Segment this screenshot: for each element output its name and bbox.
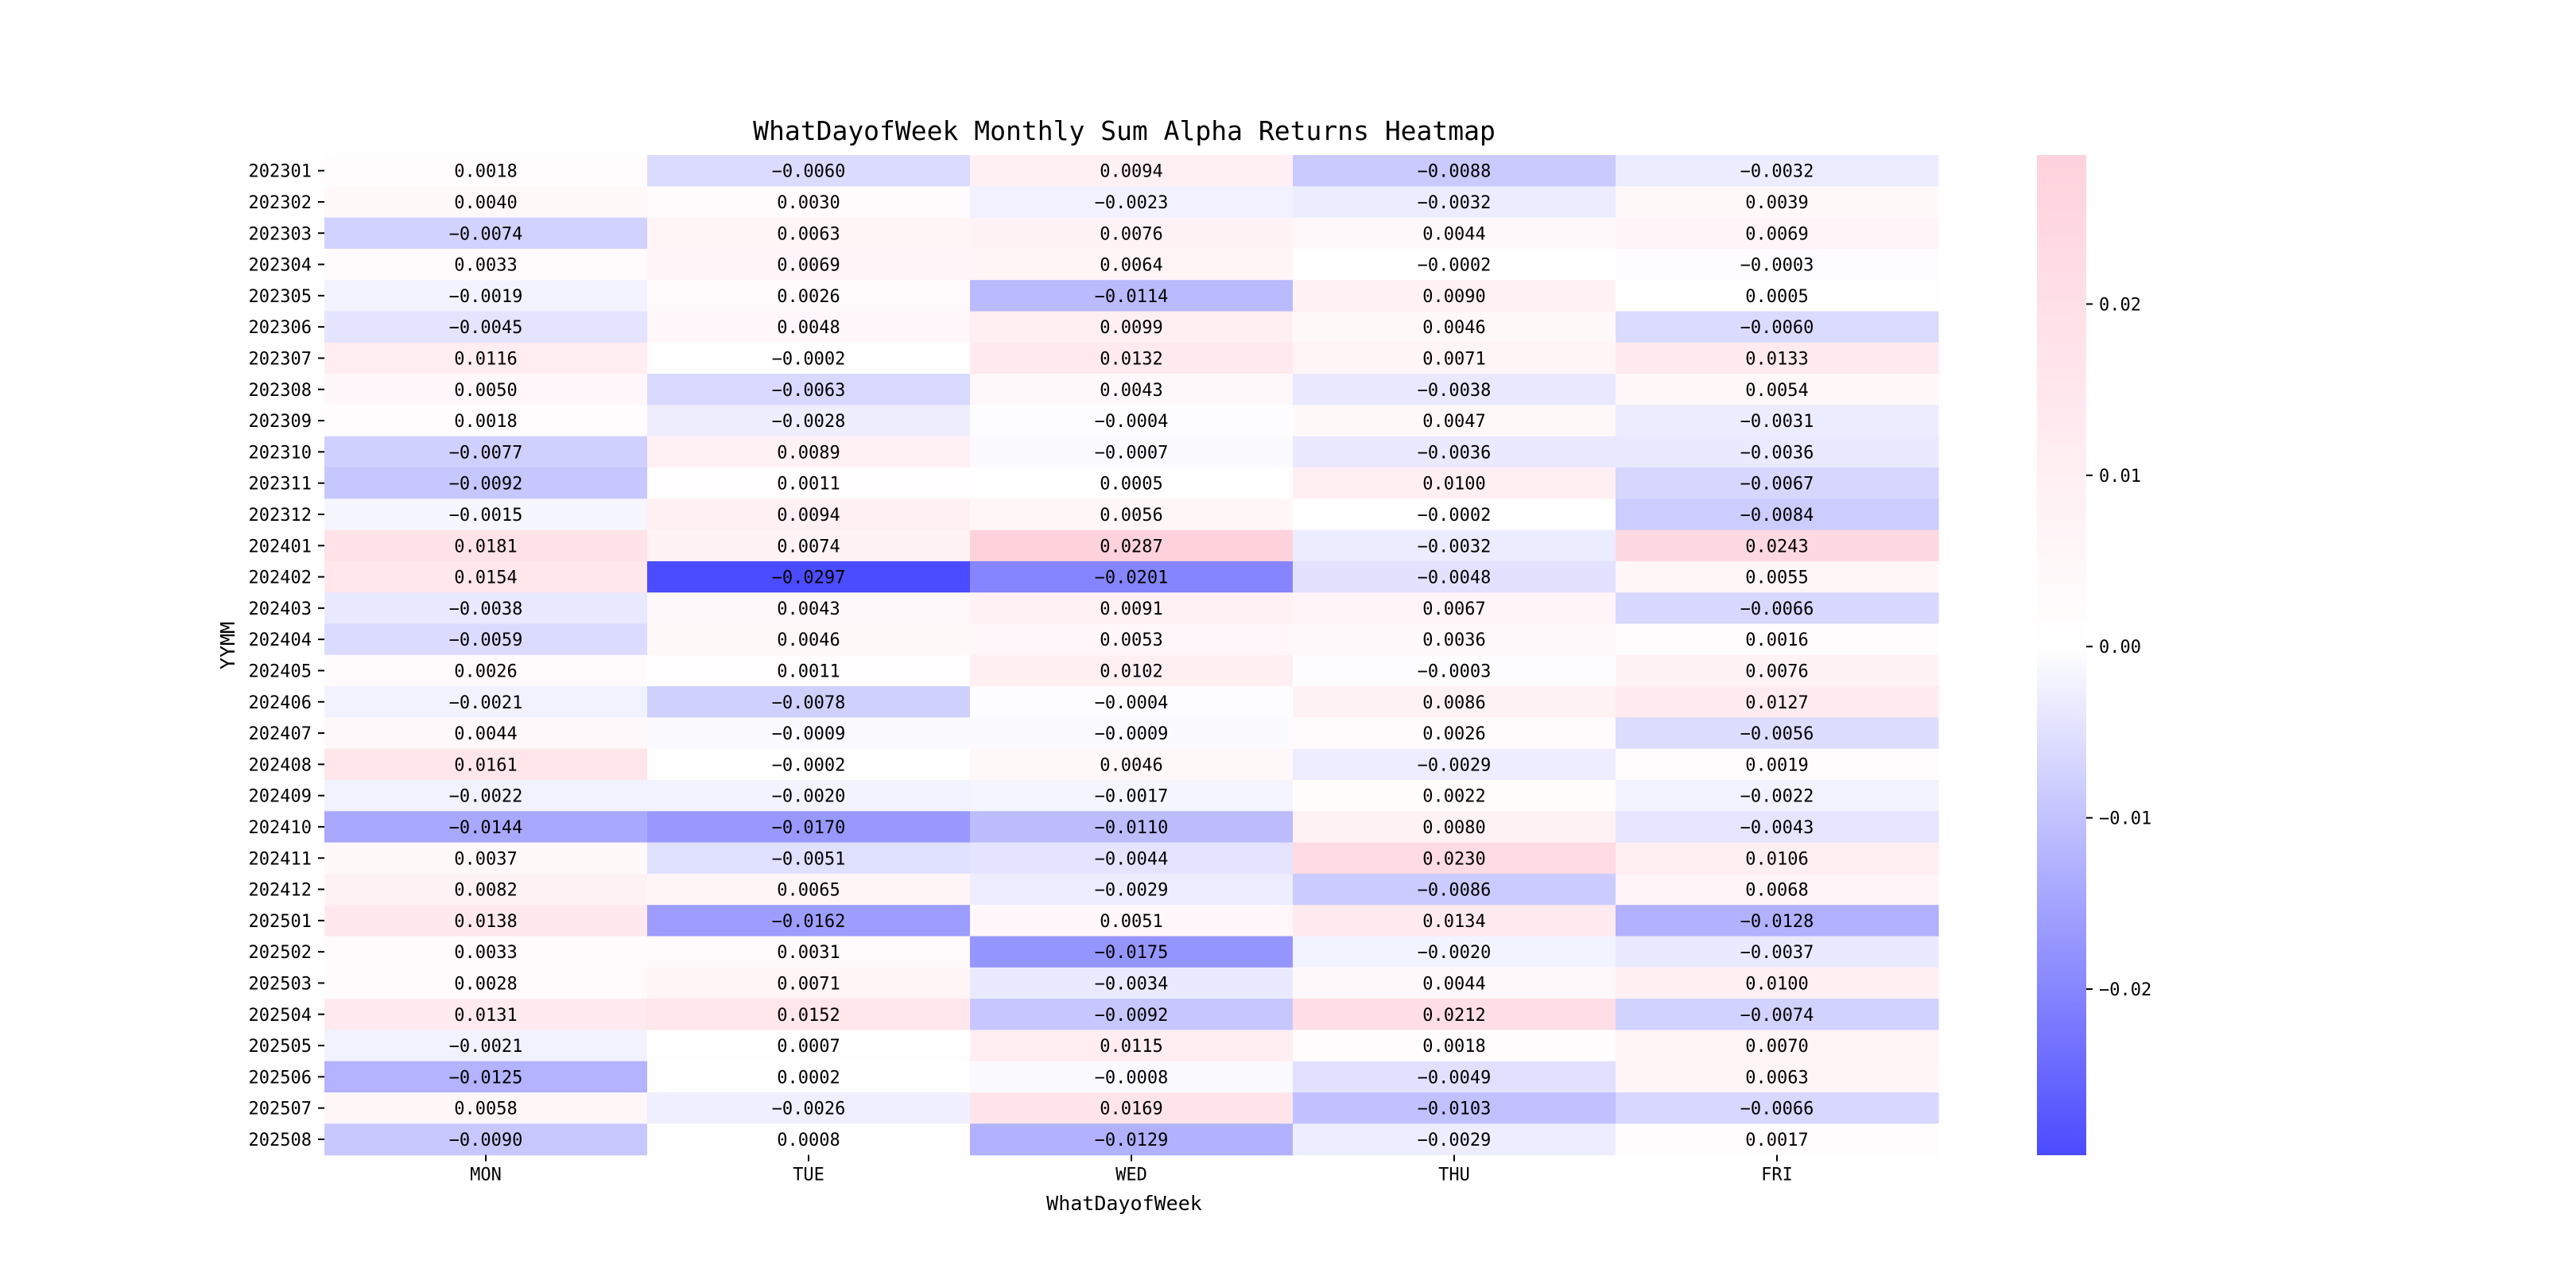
y-tick-label: 202304	[248, 255, 312, 276]
y-axis	[249, 162, 324, 1150]
cell-value-label: −0.0020	[1417, 943, 1492, 964]
cell-value-label: 0.0115	[1100, 1037, 1163, 1057]
y-tick-label: 202302	[248, 192, 312, 213]
cell-value-label: 0.0091	[1100, 599, 1163, 619]
cell-value-label: −0.0032	[1417, 537, 1492, 557]
y-tick-label: 202410	[248, 817, 312, 838]
cell-value-label: 0.0007	[777, 1037, 840, 1057]
colorbar	[2037, 155, 2151, 1155]
cell-value-label: 0.0094	[1100, 161, 1163, 182]
cell-value-label: −0.0004	[1094, 692, 1169, 713]
cell-value-label: −0.0003	[1740, 255, 1814, 276]
y-tick-label: 202503	[248, 974, 312, 995]
cell-value-label: 0.0230	[1422, 849, 1486, 870]
y-tick-label: 202401	[248, 537, 312, 557]
y-tick-label: 202504	[248, 1005, 312, 1026]
cell-value-label: 0.0005	[1745, 286, 1809, 307]
cell-value-label: 0.0046	[1100, 755, 1163, 776]
cell-value-label: 0.0044	[454, 724, 518, 745]
cell-value-label: −0.0015	[448, 505, 523, 526]
cell-value-label: 0.0050	[454, 380, 518, 401]
cell-value-label: 0.0033	[454, 943, 518, 964]
cell-value-label: 0.0152	[777, 1005, 840, 1026]
y-tick-label: 202309	[248, 412, 312, 433]
cell-value-label: 0.0134	[1422, 911, 1486, 932]
cell-value-label: −0.0002	[1417, 505, 1492, 526]
cell-value-label: −0.0009	[1094, 724, 1169, 745]
cell-value-label: 0.0033	[454, 255, 518, 276]
cell-value-label: −0.0048	[1417, 568, 1492, 588]
cell-value-label: 0.0090	[1422, 286, 1486, 307]
x-tick-label: FRI	[1761, 1165, 1793, 1185]
cell-value-label: 0.0043	[777, 599, 840, 619]
cell-value-label: 0.0068	[1745, 880, 1809, 901]
cell-value-label: 0.0069	[1745, 224, 1809, 245]
cell-value-label: 0.0094	[777, 505, 840, 526]
cell-value-label: −0.0077	[448, 443, 523, 464]
cell-value-label: 0.0036	[1422, 630, 1486, 651]
cell-value-label: −0.0026	[771, 1099, 846, 1119]
cell-value-label: 0.0154	[454, 568, 518, 588]
y-axis-label: YYMM	[216, 621, 239, 670]
cell-value-label: −0.0037	[1740, 943, 1814, 964]
cell-value-label: 0.0031	[777, 943, 840, 964]
cell-value-label: 0.0063	[777, 224, 840, 245]
cell-value-label: −0.0021	[448, 1037, 523, 1057]
cell-value-label: 0.0030	[777, 192, 840, 213]
cell-value-label: 0.0044	[1422, 224, 1486, 245]
cell-value-label: 0.0133	[1745, 349, 1809, 370]
cell-value-label: 0.0080	[1422, 817, 1486, 838]
y-tick-label: 202412	[248, 880, 312, 901]
cell-value-label: −0.0051	[771, 849, 846, 870]
cell-value-label: 0.0138	[454, 911, 518, 932]
cell-value-label: 0.0069	[777, 255, 840, 276]
y-tick-label: 202403	[248, 599, 312, 619]
cell-value-label: −0.0060	[771, 161, 846, 182]
cell-value-label: 0.0026	[1422, 724, 1486, 745]
cell-value-label: −0.0049	[1417, 1068, 1492, 1088]
cell-value-label: 0.0046	[777, 630, 840, 651]
cell-value-label: −0.0063	[771, 380, 846, 401]
cell-value-label: 0.0043	[1100, 380, 1163, 401]
cell-value-label: −0.0090	[448, 1130, 523, 1150]
cell-value-label: 0.0076	[1100, 224, 1163, 245]
colorbar-tick-label: 0.01	[2099, 466, 2141, 487]
cell-value-label: 0.0047	[1422, 412, 1486, 433]
y-tick-label: 202507	[248, 1099, 312, 1119]
cell-value-label: −0.0017	[1094, 786, 1169, 807]
cell-value-label: −0.0028	[771, 412, 846, 433]
cell-value-label: 0.0074	[777, 537, 840, 557]
cell-value-label: 0.0169	[1100, 1099, 1163, 1119]
cell-value-label: 0.0132	[1100, 349, 1163, 370]
cell-value-label: 0.0056	[1100, 505, 1163, 526]
cell-value-label: −0.0103	[1417, 1099, 1492, 1119]
y-tick-label: 202508	[248, 1130, 312, 1150]
cell-value-label: 0.0046	[1422, 318, 1486, 339]
y-tick-label: 202306	[248, 318, 312, 339]
cell-value-label: −0.0029	[1094, 880, 1169, 901]
cell-value-label: −0.0074	[1740, 1005, 1814, 1026]
cell-value-label: 0.0116	[454, 349, 518, 370]
cell-value-label: 0.0053	[1100, 630, 1163, 651]
cell-value-label: −0.0092	[448, 474, 523, 495]
cell-value-label: 0.0016	[1745, 630, 1809, 651]
cell-value-label: −0.0114	[1094, 286, 1169, 307]
cell-value-label: −0.0129	[1094, 1130, 1169, 1150]
x-tick-label: THU	[1438, 1165, 1470, 1185]
colorbar-tick-label: −0.01	[2099, 809, 2152, 829]
y-tick-label: 202402	[248, 568, 312, 588]
cell-value-label: −0.0002	[771, 349, 846, 370]
x-axis	[470, 1155, 1793, 1185]
cell-value-label: 0.0039	[1745, 192, 1809, 213]
y-tick-label: 202308	[248, 380, 312, 401]
cell-value-label: 0.0086	[1422, 692, 1486, 713]
cell-value-label: −0.0032	[1417, 192, 1492, 213]
y-tick-label: 202501	[248, 911, 312, 932]
cell-value-label: 0.0106	[1745, 849, 1809, 870]
cell-value-label: 0.0055	[1745, 568, 1809, 588]
y-tick-label: 202310	[248, 443, 312, 464]
cell-value-label: −0.0022	[448, 786, 523, 807]
y-tick-label: 202411	[248, 849, 312, 870]
colorbar-ticks	[2086, 295, 2151, 1000]
cell-value-label: −0.0019	[448, 286, 523, 307]
cell-value-label: −0.0086	[1417, 880, 1492, 901]
cell-value-label: 0.0044	[1422, 974, 1486, 995]
cell-value-label: 0.0067	[1422, 599, 1486, 619]
cell-value-label: −0.0023	[1094, 192, 1169, 213]
cell-value-label: −0.0004	[1094, 412, 1169, 433]
cell-value-label: −0.0084	[1740, 505, 1814, 526]
cell-value-label: −0.0144	[448, 817, 523, 838]
y-tick-label: 202502	[248, 943, 312, 964]
colorbar-tick-label: 0.00	[2099, 638, 2141, 658]
cell-value-label: 0.0063	[1745, 1068, 1809, 1088]
cell-value-label: 0.0054	[1745, 380, 1809, 401]
cell-value-label: 0.0070	[1745, 1037, 1809, 1057]
cell-value-label: −0.0045	[448, 318, 523, 339]
cell-value-label: −0.0021	[448, 692, 523, 713]
cell-value-label: −0.0008	[1094, 1068, 1169, 1088]
cell-value-label: 0.0017	[1745, 1130, 1809, 1150]
cell-value-label: −0.0078	[771, 692, 846, 713]
y-tick-label: 202307	[248, 349, 312, 370]
cell-value-label: 0.0089	[777, 443, 840, 464]
cell-value-label: −0.0002	[771, 755, 846, 776]
cell-value-label: 0.0161	[454, 755, 518, 776]
cell-value-label: 0.0022	[1422, 786, 1486, 807]
cell-value-label: −0.0088	[1417, 161, 1492, 182]
chart-title: WhatDayofWeek Monthly Sum Alpha Returns Heatmap	[753, 115, 1496, 146]
cell-value-label: 0.0065	[777, 880, 840, 901]
cell-value-label: −0.0003	[1417, 661, 1492, 682]
cell-value-label: 0.0082	[454, 880, 518, 901]
cell-value-label: 0.0076	[1745, 661, 1809, 682]
cell-value-label: −0.0002	[1417, 255, 1492, 276]
cell-value-label: −0.0043	[1740, 817, 1814, 838]
cell-value-label: −0.0170	[771, 817, 846, 838]
cell-value-label: −0.0060	[1740, 318, 1814, 339]
cell-value-label: 0.0026	[777, 286, 840, 307]
cell-value-label: 0.0071	[1422, 349, 1486, 370]
cell-value-label: 0.0058	[454, 1099, 518, 1119]
cell-value-label: 0.0051	[1100, 911, 1163, 932]
cell-value-label: −0.0066	[1740, 1099, 1814, 1119]
cell-value-label: −0.0110	[1094, 817, 1169, 838]
cell-value-label: −0.0036	[1740, 443, 1814, 464]
cell-value-label: −0.0175	[1094, 943, 1169, 964]
cell-value-label: −0.0007	[1094, 443, 1169, 464]
y-tick-label: 202408	[248, 755, 312, 776]
cell-value-label: 0.0243	[1745, 537, 1809, 557]
cell-value-label: 0.0018	[1422, 1037, 1486, 1057]
cell-value-label: 0.0028	[454, 974, 518, 995]
cell-value-label: −0.0092	[1094, 1005, 1169, 1026]
x-axis-label: WhatDayofWeek	[1046, 1192, 1202, 1215]
cell-value-label: −0.0056	[1740, 724, 1814, 745]
cell-value-label: 0.0287	[1100, 537, 1163, 557]
cell-value-label: −0.0201	[1094, 568, 1169, 588]
cell-value-label: 0.0127	[1745, 692, 1809, 713]
y-tick-label: 202301	[248, 161, 312, 182]
y-tick-label: 202407	[248, 724, 312, 745]
y-tick-label: 202305	[248, 286, 312, 307]
y-tick-label: 202303	[248, 224, 312, 245]
cell-value-label: 0.0019	[1745, 755, 1809, 776]
cell-value-label: 0.0026	[454, 661, 518, 682]
colorbar-gradient	[2037, 155, 2086, 1155]
cell-value-label: −0.0029	[1417, 1130, 1492, 1150]
cell-value-label: 0.0048	[777, 318, 840, 339]
cell-value-label: 0.0011	[777, 474, 840, 495]
x-tick-label: WED	[1115, 1165, 1147, 1185]
cell-value-label: 0.0102	[1100, 661, 1163, 682]
cell-value-label: −0.0038	[448, 599, 523, 619]
cell-value-label: 0.0099	[1100, 318, 1163, 339]
cell-value-label: 0.0018	[454, 412, 518, 433]
colorbar-tick-label: −0.02	[2099, 980, 2152, 1001]
cell-value-label: 0.0131	[454, 1005, 518, 1026]
cell-value-label: −0.0032	[1740, 161, 1814, 182]
y-tick-label: 202506	[248, 1068, 312, 1088]
cell-value-label: 0.0040	[454, 192, 518, 213]
cell-value-label: 0.0071	[777, 974, 840, 995]
cell-value-label: 0.0212	[1422, 1005, 1486, 1026]
cell-value-label: −0.0022	[1740, 786, 1814, 807]
y-tick-label: 202404	[248, 630, 312, 651]
cell-value-label: −0.0162	[771, 911, 846, 932]
cell-value-label: −0.0044	[1094, 849, 1169, 870]
cell-value-label: −0.0029	[1417, 755, 1492, 776]
cell-value-label: −0.0297	[771, 568, 846, 588]
x-tick-label: MON	[470, 1165, 502, 1185]
colorbar-tick-label: 0.02	[2099, 295, 2141, 316]
cell-value-label: −0.0067	[1740, 474, 1814, 495]
cell-value-label: −0.0036	[1417, 443, 1492, 464]
cell-value-label: −0.0128	[1740, 911, 1814, 932]
cell-value-label: −0.0059	[448, 630, 523, 651]
cell-value-label: 0.0008	[777, 1130, 840, 1150]
cell-value-label: 0.0064	[1100, 255, 1163, 276]
cell-value-label: −0.0020	[771, 786, 846, 807]
y-tick-label: 202406	[248, 692, 312, 713]
cell-value-label: 0.0005	[1100, 474, 1163, 495]
cell-value-label: −0.0034	[1094, 974, 1169, 995]
cell-value-label: −0.0074	[448, 224, 523, 245]
cell-value-label: −0.0125	[448, 1068, 523, 1088]
y-tick-label: 202409	[248, 786, 312, 807]
cell-value-label: 0.0037	[454, 849, 518, 870]
x-tick-label: TUE	[793, 1165, 824, 1185]
cell-value-label: −0.0009	[771, 724, 846, 745]
cell-value-label: 0.0100	[1745, 974, 1809, 995]
cell-value-label: 0.0002	[777, 1068, 840, 1088]
y-tick-label: 202505	[248, 1037, 312, 1057]
cell-value-label: 0.0100	[1422, 474, 1486, 495]
cell-value-label: 0.0011	[777, 661, 840, 682]
y-tick-label: 202312	[248, 505, 312, 526]
cell-value-label: −0.0038	[1417, 380, 1492, 401]
cell-value-label: 0.0181	[454, 537, 518, 557]
cell-value-label: −0.0031	[1740, 412, 1814, 433]
cell-value-label: −0.0066	[1740, 599, 1814, 619]
cell-value-label: 0.0018	[454, 161, 518, 182]
y-tick-label: 202311	[248, 474, 312, 495]
y-tick-label: 202405	[248, 661, 312, 682]
